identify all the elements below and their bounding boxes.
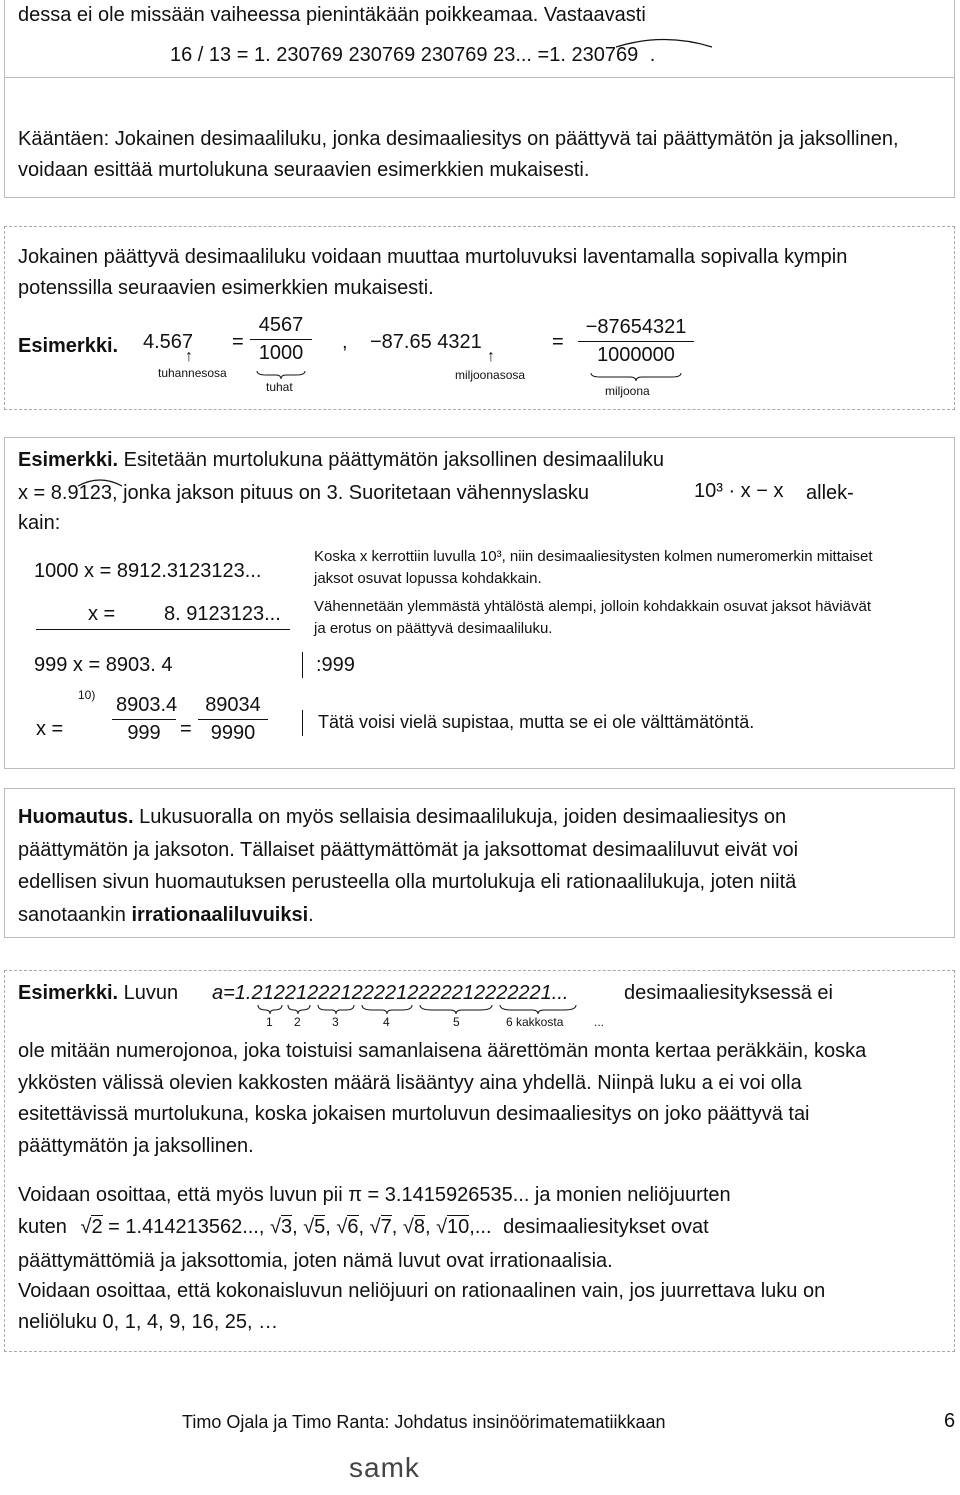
example-label-1: Esimerkki. (18, 335, 119, 357)
example2-fraction: $\frac{-87654321}{1000000}$ (578, 316, 694, 367)
note-2: Vähennetään ylemmästä yhtälöstä alempi, jolloin kohdakkain osuvat jaksot häviävät ja erotus on päättyvä desimaaliluku. (314, 598, 871, 637)
example1-fraction: $\frac{4567}{1000}$ (250, 314, 312, 365)
row4-sup: 10) (78, 688, 96, 702)
brace-label-1: 1 (266, 1015, 273, 1029)
pi-line: Voidaan osoittaa, että myös luvun pii π = 3.1415926535... ja monien neliöjuurten (18, 1184, 731, 1206)
example3-paragraph: ole mitään numerojonoa, joka toistuisi samanlaisena äärettömän monta kertaa peräkkäin, koska ykkösten välissä olevien kakkosten määrä lisääntyy aina yhdellä. Niinpä luku a ei voi olla esitettävissä murtolukuna, koska jokaisen murtoluvun desimaaliesitys on joko päättyvä tai päättymätön ja jaksollinen. (18, 1040, 867, 1157)
digit-braces (254, 1004, 624, 1016)
terminating-paragraph: Jokainen päättyvä desimaaliluku voidaan muuttaa murtoluvuksi laventamalla sopivalla kympin potenssilla seuraavien esimerkkien mukaisesti. (18, 246, 848, 299)
period-arc (614, 36, 714, 48)
equation-row-2-lhs: x = (88, 603, 116, 625)
example2-brace (590, 372, 682, 382)
row4-fraction-1: $\frac{8903.4}{999}$ (112, 694, 176, 745)
converse-paragraph: Kääntäen: Jokainen desimaaliluku, jonka desimaaliesitys on päättyvä tai päättymätön ja jaksollinen, voidaan esittää murtolukuna seuraavien esimerkkien mukaisesti. (18, 128, 899, 181)
note-3: Tätä voisi vielä supistaa, mutta se ei ole välttämätöntä. (318, 712, 755, 732)
samk-logo: samk (349, 1452, 420, 1483)
last-paragraph: Voidaan osoittaa, että kokonaisluvun neliöjuuri on rationaalinen vain, jos juurrettava luku on neliöluku 0, 1, 4, 9, 16, 25, … (18, 1280, 826, 1333)
period-digits: 230769 (571, 44, 639, 66)
example1-equals: = (232, 331, 244, 353)
periodic-intro: Esimerkki. Esitetään murtolukuna päättymätön jaksollinen desimaaliluku (18, 449, 664, 471)
equation-row-1: 1000 x = 8912.3123123... (34, 560, 262, 582)
example3-tail: desimaaliesityksessä ei (624, 982, 833, 1004)
brace-label-7: ... (594, 1015, 605, 1029)
brace-label-5: 5 (453, 1015, 460, 1029)
a-number: a=1.212212221222212222212222221... (212, 982, 569, 1004)
subtraction-rule (36, 629, 290, 630)
example1-brace (256, 370, 306, 380)
arrow-1: ↑ (185, 348, 193, 365)
kain: kain: (18, 512, 61, 534)
remark-paragraph: Huomautus. Lukusuoralla on myös sellaisia desimaalilukuja, joiden desimaaliesitys on päättymätön ja jaksoton. Tällaiset päättymättömät ja jaksottomat desimaaliluvut eivät voi edellisen sivun huomautuksen perusteella olla murtolukuja eli rationaalilukuja, joten niitä sanotaankin irrationaaliluvuiksi. (18, 806, 799, 926)
brace-label-3: 3 (332, 1015, 339, 1029)
example1-decimal: 4.567 (143, 331, 194, 353)
equation-row-3: 999 x = 8903. 4 (34, 654, 173, 676)
row4-fraction-2: $\frac{89034}{9990}$ (198, 694, 268, 745)
example2-equals: = (552, 331, 564, 353)
subtraction-expression: 10³ · x − x (694, 480, 784, 502)
example2-under: miljoona (605, 384, 650, 398)
op-bar-2 (302, 710, 303, 736)
brace-label-2: 2 (294, 1015, 301, 1029)
allek: allek- (806, 482, 854, 504)
example2-decimal: −87.65 4321 (370, 331, 482, 353)
example3-line: Esimerkki. Luvun (18, 982, 179, 1004)
brace-label-6: 6 kakkosta (506, 1015, 564, 1029)
roots-line: kuten √2 = 1.414213562..., √3, √5, √6, √7, √8, √10,... desimaaliesitykset ovat (18, 1216, 709, 1238)
op-bar-1 (302, 652, 303, 678)
top-line: dessa ei ole missään vaiheessa pienintäkään poikkeamaa. Vastaavasti (18, 4, 646, 26)
example-comma: , (342, 331, 348, 353)
irrational-line: päättymättömiä ja jaksottomia, joten nämä luvut ovat irrationaalisia. (18, 1250, 613, 1272)
arrow-2: ↑ (487, 348, 495, 365)
note-1: Koska x kerrottiin luvulla 10³, niin desimaaliesitysten kolmen numeromerkin mittaiset jaksot osuvat lopussa kohdakkain. (314, 548, 873, 587)
period-equation: 16 / 13 = 1. 230769 230769 230769 23... =1. 230769 . (170, 44, 656, 66)
footer-authors: Timo Ojala ja Timo Ranta: Johdatus insinöörimatematiikkaan (182, 1412, 666, 1432)
equation-row-2-rhs: 8. 9123123... (164, 603, 281, 625)
row4-equals: = (180, 718, 192, 740)
row4-x: x = (36, 718, 64, 740)
x-period-arc (76, 477, 124, 487)
example2-note: miljoonasosa (455, 368, 526, 382)
example1-under: tuhat (266, 380, 293, 394)
brace-label-4: 4 (383, 1015, 390, 1029)
divide-op: :999 (316, 654, 355, 676)
x-definition: x = 8.9123, jonka jakson pituus on 3. Suoritetaan vähennyslasku (18, 482, 589, 504)
x-period: 9123 (67, 482, 112, 504)
example1-note: tuhannesosa (158, 366, 227, 380)
page-number: 6 (944, 1410, 956, 1432)
